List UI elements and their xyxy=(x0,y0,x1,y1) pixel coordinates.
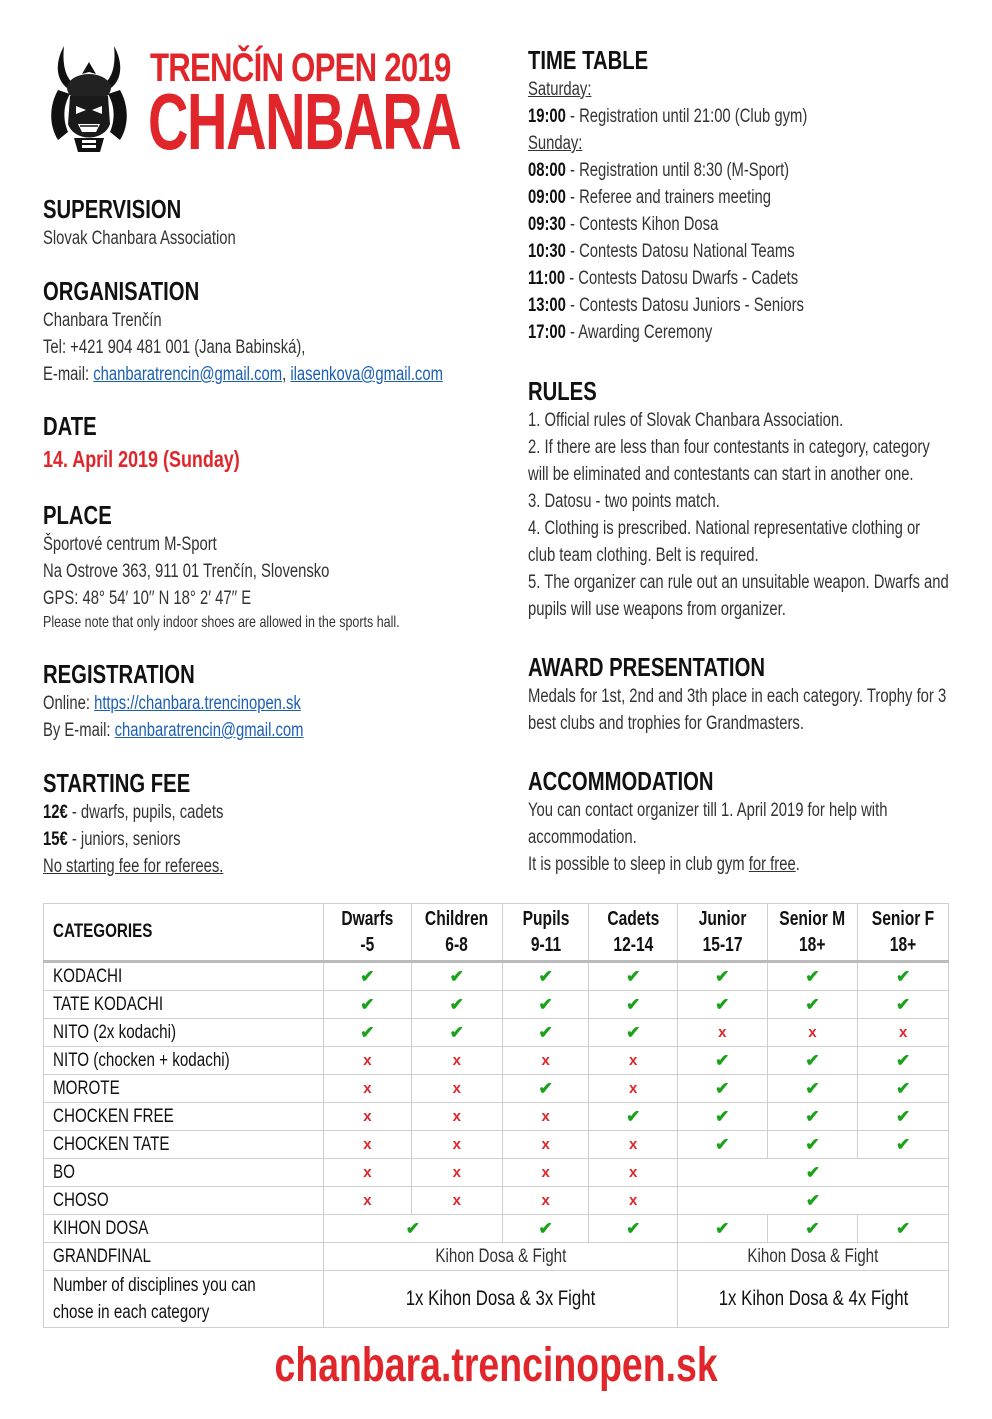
table-row xyxy=(44,1103,949,1131)
check-mark: ✔ xyxy=(502,1215,589,1243)
column-name: Dwarfs xyxy=(341,908,394,930)
award-line: best clubs and trophies for Grandmasters. xyxy=(528,713,804,734)
check-mark: ✔ xyxy=(324,1019,412,1047)
cross-mark: x xyxy=(677,1019,767,1047)
check-mark: ✔ xyxy=(677,991,767,1019)
timetable-item xyxy=(528,103,807,130)
place-note: Please note that only indoor shoes are allowed in the sports hall. xyxy=(43,614,400,631)
column-header xyxy=(411,904,502,962)
email-label: E-mail: xyxy=(43,364,94,385)
column-age: 18+ xyxy=(889,934,917,956)
cross-mark: x xyxy=(858,1019,949,1047)
column-header-label xyxy=(780,906,846,958)
cross-mark: x xyxy=(411,1075,502,1103)
cross-mark: x xyxy=(502,1131,589,1159)
rule-line: will be eliminated and contestants can start in another one. xyxy=(528,464,914,485)
starting-fee-heading: STARTING FEE xyxy=(43,768,191,798)
timetable-text: - Referee and trainers meeting xyxy=(565,187,772,208)
table-row xyxy=(44,1215,949,1243)
column-header-label xyxy=(872,906,934,958)
timetable-item xyxy=(528,211,807,238)
timetable-item xyxy=(528,292,807,319)
table-row xyxy=(44,1131,949,1159)
column-age: 9-11 xyxy=(530,934,561,956)
check-mark: ✔ xyxy=(502,1019,589,1047)
registration-section xyxy=(43,658,304,744)
check-mark: ✔ xyxy=(677,1159,948,1187)
timetable-text: - Registration until 21:00 (Club gym) xyxy=(565,106,808,127)
check-mark: ✔ xyxy=(858,1215,949,1243)
disciplines-right xyxy=(677,1271,948,1328)
category-name xyxy=(44,1215,324,1243)
column-header-label xyxy=(522,906,569,958)
samurai-helmet-logo xyxy=(44,44,134,156)
registration-email xyxy=(43,717,304,744)
table-row xyxy=(44,1019,949,1047)
column-header xyxy=(767,904,858,962)
column-header-label xyxy=(425,906,488,958)
category-name xyxy=(44,1047,324,1075)
disciplines-left xyxy=(324,1271,678,1328)
check-mark: ✔ xyxy=(677,1047,767,1075)
check-mark: ✔ xyxy=(677,1187,948,1215)
rule-line: 1. Official rules of Slovak Chanbara Association. xyxy=(528,410,844,431)
cross-mark: x xyxy=(411,1103,502,1131)
email-link-2[interactable]: ilasenkova@gmail.com xyxy=(290,364,443,385)
grandfinal-row xyxy=(44,1243,949,1271)
table-header-row xyxy=(44,904,949,962)
cross-mark: x xyxy=(589,1187,678,1215)
disciplines-row xyxy=(44,1271,949,1328)
sunday-list xyxy=(528,157,807,346)
check-mark: ✔ xyxy=(502,1075,589,1103)
category-name-label: CHOCKEN TATE xyxy=(53,1133,170,1155)
category-name-label: GRANDFINAL xyxy=(53,1245,151,1267)
category-name-label: BO xyxy=(53,1161,75,1183)
fee-price-2: 15€ xyxy=(43,829,68,850)
organisation-tel: Tel: +421 904 481 001 (Jana Babinská), xyxy=(43,337,306,358)
table-row xyxy=(44,962,949,991)
category-name xyxy=(44,991,324,1019)
rule-line: 3. Datosu - two points match. xyxy=(528,491,720,512)
email-link-1[interactable]: chanbaratrencin@gmail.com xyxy=(93,364,283,385)
award-section xyxy=(528,651,946,737)
check-mark: ✔ xyxy=(324,991,412,1019)
fee-desc-1: - dwarfs, pupils, cadets xyxy=(67,802,224,823)
organisation-name: Chanbara Trenčín xyxy=(43,310,162,331)
cross-mark: x xyxy=(502,1103,589,1131)
check-mark: ✔ xyxy=(677,1075,767,1103)
column-age: 15-17 xyxy=(702,934,743,956)
categories-header xyxy=(44,904,324,962)
grandfinal-right xyxy=(677,1243,948,1271)
column-header xyxy=(324,904,412,962)
category-name xyxy=(44,1019,324,1047)
fee-line-1 xyxy=(43,799,223,826)
column-name: Senior M xyxy=(779,908,846,930)
column-header xyxy=(677,904,767,962)
cross-mark: x xyxy=(589,1047,678,1075)
cross-mark: x xyxy=(324,1047,412,1075)
check-mark: ✔ xyxy=(767,1131,858,1159)
timetable-heading: TIME TABLE xyxy=(528,45,649,75)
rule-line: 2. If there are less than four contestants in category, category xyxy=(528,437,930,458)
cross-mark: x xyxy=(324,1131,412,1159)
date-section xyxy=(43,410,240,476)
accommodation-text: It is possible to sleep in club gym xyxy=(528,854,749,875)
timetable-time: 13:00 xyxy=(528,295,566,316)
category-name xyxy=(44,1243,324,1271)
cross-mark: x xyxy=(589,1159,678,1187)
column-header xyxy=(858,904,949,962)
cross-mark: x xyxy=(324,1159,412,1187)
column-age: 12-14 xyxy=(613,934,654,956)
place-line-1: Športové centrum M-Sport xyxy=(43,534,217,555)
category-name-label: CHOSO xyxy=(53,1189,109,1211)
category-name-label: NITO (chocken + kodachi) xyxy=(53,1049,230,1071)
place-section xyxy=(43,499,400,634)
cross-mark: x xyxy=(324,1103,412,1131)
place-gps: GPS: 48° 54′ 10′′ N 18° 2′ 47′′ E xyxy=(43,588,252,609)
category-name xyxy=(44,1103,324,1131)
footer-url xyxy=(0,1338,992,1393)
column-name: Cadets xyxy=(607,908,660,930)
footer-url-text[interactable]: chanbara.trencinopen.sk xyxy=(274,1339,718,1392)
column-name: Senior F xyxy=(871,908,935,930)
supervision-text: Slovak Chanbara Association xyxy=(43,228,236,249)
cross-mark: x xyxy=(324,1187,412,1215)
event-title: TRENČÍN OPEN 2019 xyxy=(150,46,451,90)
check-mark: ✔ xyxy=(677,962,767,991)
cross-mark: x xyxy=(411,1159,502,1187)
award-line: Medals for 1st, 2nd and 3th place in each category. Trophy for 3 xyxy=(528,686,947,707)
category-name-label: KODACHI xyxy=(53,965,123,987)
cross-mark: x xyxy=(502,1159,589,1187)
timetable-item xyxy=(528,265,807,292)
fee-line-2 xyxy=(43,826,223,853)
timetable-item xyxy=(528,319,807,346)
timetable-text: - Contests Datosu Dwarfs - Cadets xyxy=(565,268,799,289)
rule-line: club team clothing. Belt is required. xyxy=(528,545,759,566)
date-text: 14. April 2019 (Sunday) xyxy=(43,446,240,472)
check-mark: ✔ xyxy=(411,1019,502,1047)
check-mark: ✔ xyxy=(858,1131,949,1159)
check-mark: ✔ xyxy=(411,962,502,991)
award-heading: AWARD PRESENTATION xyxy=(528,652,765,682)
accommodation-free: for free xyxy=(748,854,796,875)
timetable-item xyxy=(528,238,807,265)
rule-line: pupils will use weapons from organizer. xyxy=(528,599,786,620)
cross-mark: x xyxy=(589,1075,678,1103)
starting-fee-section xyxy=(43,767,223,880)
categories-table xyxy=(43,903,949,1328)
column-name: Junior xyxy=(698,908,747,930)
category-name xyxy=(44,962,324,991)
rule-line: 5. The organizer can rule out an unsuitable weapon. Dwarfs and xyxy=(528,572,949,593)
check-mark: ✔ xyxy=(767,991,858,1019)
cross-mark: x xyxy=(411,1187,502,1215)
check-mark: ✔ xyxy=(767,1075,858,1103)
table-row xyxy=(44,1187,949,1215)
column-age: 18+ xyxy=(799,934,826,956)
place-line-2: Na Ostrove 363, 911 01 Trenčín, Slovensko xyxy=(43,561,330,582)
timetable-text: - Contests Datosu Juniors - Seniors xyxy=(565,295,804,316)
online-label: Online: xyxy=(43,693,95,714)
timetable-section xyxy=(528,44,807,346)
column-header-label xyxy=(341,906,393,958)
disciplines-label: Number of disciplines you can chose in each category xyxy=(53,1275,256,1323)
timetable-time: 17:00 xyxy=(528,322,566,343)
cross-mark: x xyxy=(324,1075,412,1103)
check-mark: ✔ xyxy=(324,962,412,991)
timetable-item xyxy=(528,157,807,184)
saturday-label: Saturday: xyxy=(528,79,592,100)
accommodation-line: You can contact organizer till 1. April 2019 for help with xyxy=(528,800,888,821)
check-mark: ✔ xyxy=(858,1047,949,1075)
registration-email-link[interactable]: chanbaratrencin@gmail.com xyxy=(114,720,304,741)
organisation-email-line xyxy=(43,361,443,388)
check-mark: ✔ xyxy=(502,991,589,1019)
timetable-time: 09:00 xyxy=(528,187,566,208)
check-mark: ✔ xyxy=(858,962,949,991)
category-name xyxy=(44,1131,324,1159)
cross-mark: x xyxy=(411,1131,502,1159)
table-row xyxy=(44,1075,949,1103)
supervision-heading: SUPERVISION xyxy=(43,194,182,224)
column-name: Pupils xyxy=(522,908,570,930)
timetable-time: 19:00 xyxy=(528,106,566,127)
timetable-time: 11:00 xyxy=(528,268,566,289)
event-subtitle: CHANBARA xyxy=(148,77,461,166)
column-age: -5 xyxy=(360,934,375,956)
cross-mark: x xyxy=(502,1187,589,1215)
rule-line: 4. Clothing is prescribed. National representative clothing or xyxy=(528,518,921,539)
check-mark: ✔ xyxy=(767,1215,858,1243)
timetable-item xyxy=(528,184,807,211)
supervision-section xyxy=(43,193,236,252)
fee-note: No starting fee for referees. xyxy=(43,856,224,877)
organisation-heading: ORGANISATION xyxy=(43,276,200,306)
column-header-label xyxy=(698,906,746,958)
category-name-label: MOROTE xyxy=(53,1077,120,1099)
fee-desc-2: - juniors, seniors xyxy=(67,829,181,850)
accommodation-line: accommodation. xyxy=(528,827,637,848)
category-name-label: CHOCKEN FREE xyxy=(53,1105,174,1127)
sunday-label: Sunday: xyxy=(528,133,583,154)
column-name: Children xyxy=(425,908,489,930)
category-name xyxy=(44,1159,324,1187)
category-name-label: NITO (2x kodachi) xyxy=(53,1021,177,1043)
timetable-text: - Contests Kihon Dosa xyxy=(565,214,719,235)
accommodation-period: . xyxy=(795,854,800,875)
place-heading: PLACE xyxy=(43,500,112,530)
check-mark: ✔ xyxy=(677,1131,767,1159)
check-mark: ✔ xyxy=(767,1047,858,1075)
table-row xyxy=(44,1047,949,1075)
check-mark: ✔ xyxy=(677,1103,767,1131)
check-mark: ✔ xyxy=(589,962,678,991)
rules-list xyxy=(528,407,949,623)
check-mark: ✔ xyxy=(858,1103,949,1131)
disciplines-right-text: 1x Kihon Dosa & 4x Fight xyxy=(718,1287,908,1310)
registration-heading: REGISTRATION xyxy=(43,659,195,689)
check-mark: ✔ xyxy=(858,991,949,1019)
timetable-time: 10:30 xyxy=(528,241,566,262)
registration-online-link[interactable]: https://chanbara.trencinopen.sk xyxy=(94,693,301,714)
check-mark: ✔ xyxy=(677,1215,767,1243)
column-header xyxy=(502,904,589,962)
category-name xyxy=(44,1187,324,1215)
cross-mark: x xyxy=(411,1047,502,1075)
timetable-time: 08:00 xyxy=(528,160,566,181)
cross-mark: x xyxy=(767,1019,858,1047)
category-name-label: TATE KODACHI xyxy=(53,993,164,1015)
organisation-section xyxy=(43,275,443,388)
check-mark: ✔ xyxy=(767,1103,858,1131)
check-mark: ✔ xyxy=(589,1103,678,1131)
table-row xyxy=(44,1159,949,1187)
check-mark: ✔ xyxy=(324,1215,503,1243)
check-mark: ✔ xyxy=(767,962,858,991)
categories-header-label: CATEGORIES xyxy=(53,921,153,942)
disciplines-left-text: 1x Kihon Dosa & 3x Fight xyxy=(405,1287,596,1310)
cross-mark: x xyxy=(589,1131,678,1159)
grandfinal-left-text: Kihon Dosa & Fight xyxy=(434,1245,566,1267)
check-mark: ✔ xyxy=(589,1215,678,1243)
by-email-label: By E-mail: xyxy=(43,720,115,741)
grandfinal-right-text: Kihon Dosa & Fight xyxy=(747,1245,879,1267)
rules-heading: RULES xyxy=(528,376,597,406)
category-name xyxy=(44,1271,324,1328)
category-name xyxy=(44,1075,324,1103)
cross-mark: x xyxy=(502,1047,589,1075)
fee-price-1: 12€ xyxy=(43,802,68,823)
email-separator: , xyxy=(282,364,291,385)
registration-online xyxy=(43,690,304,717)
timetable-text: - Registration until 8:30 (M-Sport) xyxy=(565,160,790,181)
check-mark: ✔ xyxy=(589,1019,678,1047)
accommodation-heading: ACCOMMODATION xyxy=(528,766,714,796)
date-heading: DATE xyxy=(43,411,97,441)
check-mark: ✔ xyxy=(589,991,678,1019)
check-mark: ✔ xyxy=(858,1075,949,1103)
check-mark: ✔ xyxy=(502,962,589,991)
grandfinal-left xyxy=(324,1243,678,1271)
rules-section xyxy=(528,375,949,623)
timetable-time: 09:30 xyxy=(528,214,566,235)
accommodation-line xyxy=(528,851,887,878)
timetable-text: - Awarding Ceremony xyxy=(565,322,713,343)
check-mark: ✔ xyxy=(411,991,502,1019)
column-header-label xyxy=(607,906,659,958)
column-header xyxy=(589,904,678,962)
table-row xyxy=(44,991,949,1019)
column-age: 6-8 xyxy=(445,934,469,956)
accommodation-section xyxy=(528,765,887,878)
timetable-text: - Contests Datosu National Teams xyxy=(565,241,795,262)
category-name-label: KIHON DOSA xyxy=(53,1217,149,1239)
